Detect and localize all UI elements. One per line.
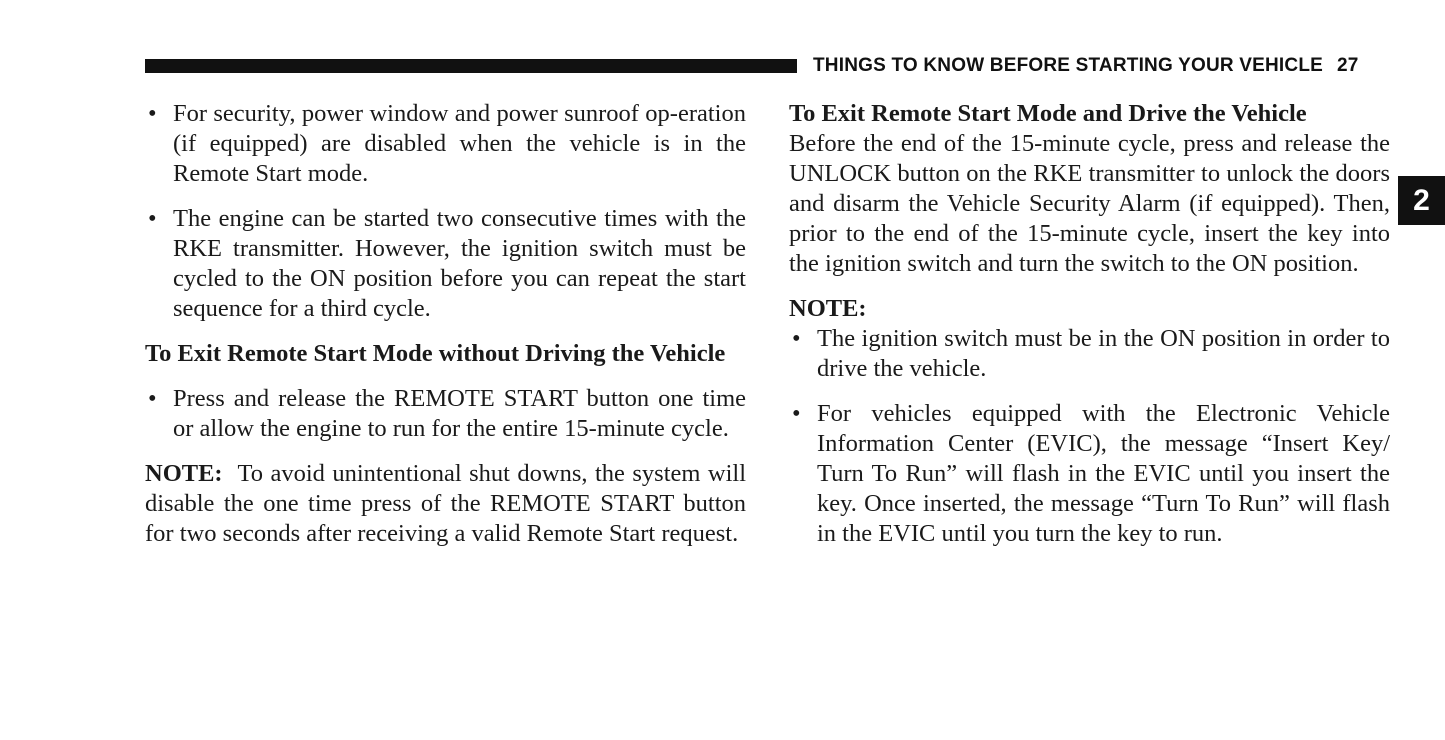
section-heading: To Exit Remote Start Mode without Driving the Vehicle	[145, 340, 726, 367]
bullet-list-notes	[789, 324, 1390, 549]
list-item: • Press and release the REMOTE START button one time or allow the engine to run for the entire 15-minute cycle.	[145, 384, 746, 444]
chapter-tab: 2	[1398, 176, 1445, 225]
bullet-list-security	[145, 99, 746, 324]
running-head	[813, 55, 1359, 77]
left-column	[145, 99, 746, 549]
right-column	[789, 99, 1390, 564]
page-number: 27	[1337, 55, 1359, 76]
list-item: • For security, power window and power sunroof op-eration (if equipped) are disabled when the vehicle is in the Remote Start mode.	[145, 99, 746, 189]
bullet-list-exit	[145, 384, 746, 444]
note-text: To avoid unintentional shut downs, the system will disable the one time press of the REMOTE START button for two seconds after receiving a valid Remote Start request.	[145, 460, 747, 547]
list-item: • The ignition switch must be in the ON position in order to drive the vehicle.	[789, 324, 1390, 384]
section-heading: To Exit Remote Start Mode and Drive the Vehicle	[789, 100, 1307, 127]
header-rule-bar	[145, 59, 797, 73]
note-paragraph	[145, 459, 746, 549]
note-label: NOTE:	[789, 295, 867, 322]
list-item: • For vehicles equipped with the Electronic Vehicle Information Center (EVIC), the message “Insert Key/ Turn To Run” will flash in the EVIC until you insert the key. Once inserted, the message “Turn To Run” will flash in the EVIC until you turn the key to run.	[789, 399, 1390, 549]
list-item: • The engine can be started two consecutive times with the RKE transmitter. However, the ignition switch must be cycled to the ON position before you can repeat the start sequence for a third cycle.	[145, 204, 746, 324]
body-paragraph: Before the end of the 15-minute cycle, press and release the UNLOCK button on the RKE transmitter to unlock the doors and disarm the Vehicle Security Alarm (if equipped). Then, prior to the end of the 15-minute cycle, insert the key into the ignition switch and turn the switch to the ON position.	[789, 130, 1390, 277]
note-label: NOTE:	[145, 460, 223, 487]
running-head-title: THINGS TO KNOW BEFORE STARTING YOUR VEHICLE	[813, 55, 1324, 76]
